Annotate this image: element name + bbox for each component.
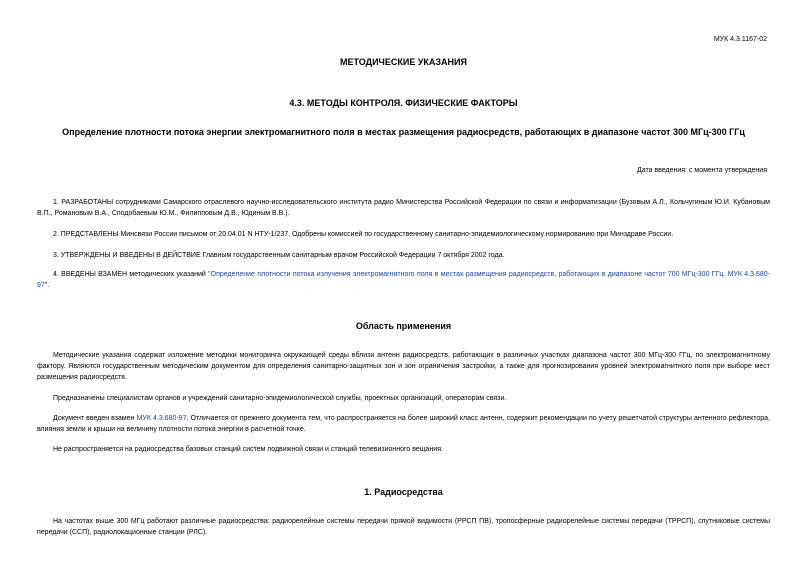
document-type-heading: МЕТОДИЧЕСКИЕ УКАЗАНИЯ [340,57,467,67]
introduction-date: Дата введения: с момента утверждения [636,167,767,174]
scope-paragraph-3-prefix: Документ введен взамен [53,415,137,422]
scope-paragraph-2: Предназначены специалистам органов и учреждений санитарно-эпидемиологической службы, проектных организаций, операторам связи. [53,395,507,402]
item-approved: 3. УТВЕРЖДЕНЫ И ВВЕДЕНЫ В ДЕЙСТВИЕ Главным государственным санитарным врачом Российской Федерации 7 октября 2002 года. [53,252,505,259]
scope-paragraph-3-suffix: . Отличается от прежнего документа тем, что распространяется на более широкий класс антенн, содержит рекомендации по учету решетчатой структуры антенного рефлектора, влияния земли и крыши на величину плотности потока энергии в расчетной точке. [37,415,770,433]
radio-means-heading: 1. Радиосредства [364,487,443,497]
radio-means-paragraph: На частотах выше 300 МГц работают различные радиосредства: радиорелейные системы передачи прямой видимости (РРСП ПВ), тропосферные радиорелейные системы передачи (ТРРСП), спутниковые системы передачи (ССП), радиолокационные станции (РЛС). [37,518,770,536]
replaced-document-link[interactable]: "Определение плотности потока излучения электромагнитного поля в местах размещения радиосредств, работающих в диапазоне частот 700 МГц-300 ГГц. МУК 4.3.680-97 [37,271,770,289]
document-code: МУК 4.3.1167-02 [713,36,767,43]
item-replaces-prefix: 4. ВВЕДЕНЫ ВЗАМЕН методических указаний [53,271,209,278]
item-submitted: 2. ПРЕДСТАВЛЕНЫ Минсвязи России письмом от 20.04.01 N НТУ-1/237. Одобрены комиссией по государственному санитарно-эпидемиологическому нормированию при Минздраве России. [53,231,674,238]
scope-paragraph-1: Методические указания содержат изложение методики мониторинга окружающей среды вблизи антенн радиосредств, работающих в различных участках диапазона частот 300 МГц-300 ГГц, по электромагнитному фактору. Являются государственным методическим документом для определения санитарно-защитных зон и зон ограничения застройки, а также для прогнозирования уровней электромагнитного поля при выборе мест размещения радиосредств. [37,352,770,381]
document-title: Определение плотности потока энергии электромагнитного поля в местах размещения радиосредств, работающих в диапазоне частот 300 МГц-300 ГГц [62,127,745,137]
muk-680-97-link[interactable]: МУК 4.3.680-97 [136,415,187,422]
scope-paragraph-3 [37,413,770,435]
section-heading: 4.3. МЕТОДЫ КОНТРОЛЯ. ФИЗИЧЕСКИЕ ФАКТОРЫ [289,98,518,108]
item-developed: 1. РАЗРАБОТАНЫ сотрудниками Самарского отраслевого научно-исследовательского института радио Министерства Российской Федерации по связи и информатизации (Бузовым А.Л., Кольчугиным Ю.И. Кубановым В.П., Романовым В.А., Сподобаевым Ю.М., Филипповым Д.В., Юдиным В.В.). [37,199,770,217]
item-replaces [37,269,770,291]
item-replaces-suffix: ". [44,282,50,289]
scope-paragraph-4: Не распространяется на радиосредства базовых станций систем подвижной связи и станций телевизионного вещания. [53,446,443,453]
scope-heading: Область применения [355,321,452,331]
